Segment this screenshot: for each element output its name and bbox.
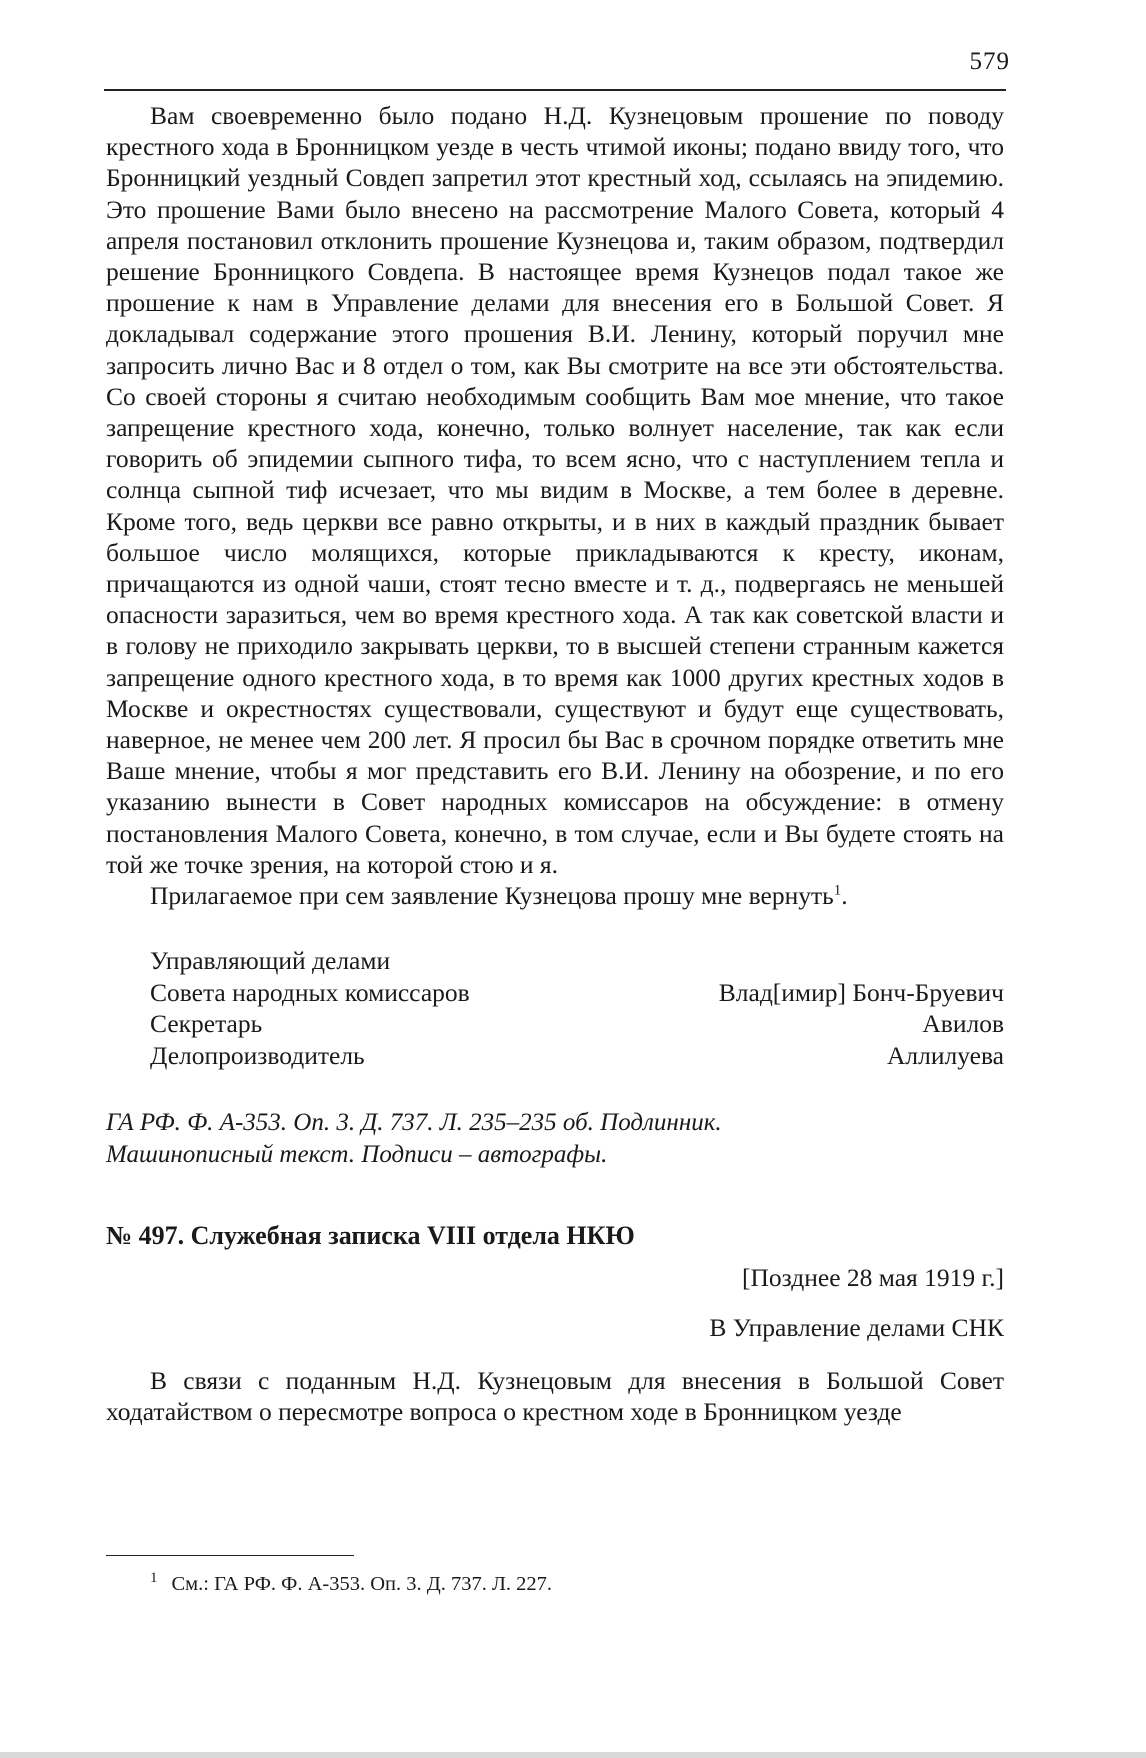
- letter-closing-paragraph: [106, 880, 1004, 911]
- header-rule: [104, 89, 1006, 91]
- scan-bottom-edge: [0, 1752, 1146, 1758]
- footnote: [150, 1571, 552, 1599]
- page-content: [106, 100, 1004, 1428]
- footnote-text: См.: ГА РФ. Ф. А-353. Оп. 3. Д. 737. Л. 227.: [171, 1573, 553, 1595]
- letter-paragraph: Вам своевременно было подано Н.Д. Кузнецовым прошение по поводу крестного хода в Бронницком уезде в честь чтимой иконы; подано ввиду того, что Бронницкий уездный Совдеп запретил этот крестный ход, ссылаясь на эпидемию. Это прошение Вами было внесено на рассмотрение Малого Совета, который 4 апреля постановил отклонить прошение Кузнецова и, таким образом, подтвердил решение Бронницкого Совдепа. В настоящее время Кузнецов подал такое же прошение к нам в Управление делами для внесения его в Большой Совет. Я докладывал содержание этого прошения В.И. Ленину, который поручил мне запросить лично Вас и 8 отдел о том, как Вы смотрите на все эти обстоятельства. Со своей стороны я считаю необходимым сообщить Вам мое мнение, что такое запрещение крестного хода, конечно, только волнует население, так как если говорить об эпидемии сыпного тифа, то всем ясно, что с наступлением тепла и солнца сыпной тиф исчезает, что мы видим в Москве, а тем более в деревне. Кроме того, ведь церкви все равно открыты, и в них в каждый праздник бывает большое число молящихся, которые прикладываются к кресту, иконам, причащаются из одной чаши, стоят тесно вместе и т. д., подвергаясь не меньшей опасности заразиться, чем во время крестного хода. А так как советской власти и в голову не приходило закрывать церкви, то в высшей степени странным кажется запрещение одного крестного хода, в то время как 1000 других крестных ходов в Москве и окрестностях существовали, существуют и будут еще существовать, наверное, не менее чем 200 лет. Я просил бы Вас в срочном порядке ответить мне Ваше мнение, чтобы я мог представить его В.И. Ленину на обозрение, и по его указанию вынести в Совет народных комиссаров на обсуждение: в отмену постановления Малого Совета, конечно, в том случае, если и Вы будете стоять на той же точке зрения, на которой стою и я.: [106, 101, 1004, 879]
- footnote-mark: 1: [150, 1570, 158, 1586]
- page-number: 579: [969, 48, 1010, 75]
- letter-body: [106, 100, 1004, 911]
- footnote-reference[interactable]: 1: [833, 882, 842, 899]
- document-heading: № 497. Служебная записка VIII отдела НКЮ: [106, 1221, 635, 1251]
- signature-row: [150, 977, 1004, 1009]
- signature-title: Управляющий делами: [150, 946, 391, 976]
- signature-title: Делопроизводитель: [150, 1040, 365, 1070]
- source-line: ГА РФ. Ф. А-353. Оп. 3. Д. 737. Л. 235–235 об. Подлинник.: [106, 1109, 722, 1137]
- document-addressee: В Управление делами СНК: [709, 1312, 1004, 1342]
- closing-period: .: [841, 881, 848, 911]
- signature-name: Авилов: [922, 1009, 1004, 1039]
- document-body: [106, 1365, 1004, 1427]
- archival-source: [106, 1107, 1004, 1170]
- document-paragraph: В связи с поданным Н.Д. Кузнецовым для внесения в Большой Совет ходатайством о пересмотре вопроса о крестном ходе в Бронницком уезде: [106, 1366, 1004, 1427]
- signature-row: [150, 1040, 1004, 1072]
- signature-row: [150, 1008, 1004, 1040]
- signature-row: [150, 945, 1004, 977]
- letter-closing-text: Прилагаемое при сем заявление Кузнецова прошу мне вернуть: [150, 881, 834, 911]
- source-line: Машинописный текст. Подписи – автографы.: [106, 1140, 608, 1168]
- signature-block: [106, 945, 1004, 1071]
- footnote-rule: [106, 1555, 354, 1556]
- signature-title: Совета народных комиссаров: [150, 977, 470, 1007]
- document-date: [Позднее 28 мая 1919 г.]: [742, 1263, 1004, 1293]
- signature-name: Аллилуева: [887, 1040, 1004, 1070]
- signature-title: Секретарь: [150, 1009, 263, 1039]
- signature-name: Влад[имир] Бонч-Бруевич: [718, 977, 1004, 1007]
